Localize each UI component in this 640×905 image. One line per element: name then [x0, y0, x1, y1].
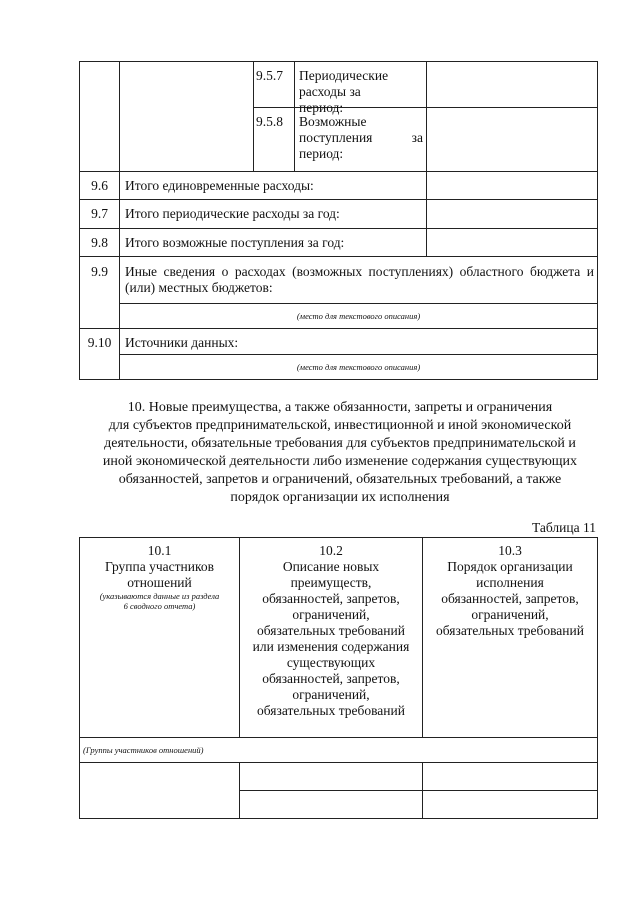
column-title-line: ограничений,	[292, 607, 370, 622]
column-header-10-3	[423, 543, 597, 639]
upper-table-vline	[294, 61, 295, 172]
row-number: 9.8	[91, 235, 108, 250]
heading-line: иной экономической деятельности либо изменение содержания существующих	[102, 454, 578, 469]
column-header-10-2	[240, 543, 422, 719]
column-title-line: Группа участников	[105, 559, 214, 574]
column-number: 10.1	[147, 543, 172, 558]
column-title-line: существующих	[286, 655, 376, 670]
upper-table-hline	[119, 354, 598, 355]
row-label-line: Возможные	[299, 114, 367, 129]
table11-hline	[239, 790, 598, 791]
column-title-line: обязанностей, запретов,	[441, 591, 579, 606]
row-label-line: поступления за	[299, 130, 423, 145]
column-number: 10.3	[498, 543, 522, 558]
upper-table-top-border	[79, 61, 598, 62]
heading-line: обязанностей, запретов и ограничений, обязательных требований, а также	[118, 472, 562, 487]
column-title-line: преимуществ,	[290, 575, 372, 590]
upper-table-bottom-border	[79, 379, 598, 380]
row-number: 9.7	[91, 206, 108, 221]
column-title-line: обязательных требований	[257, 703, 405, 718]
column-number: 10.2	[319, 543, 343, 558]
upper-table-right-border	[597, 61, 598, 380]
column-title-line: обязательных требований	[257, 623, 405, 638]
table11-hline	[79, 762, 598, 763]
column-title-line: или изменения содержания	[252, 639, 410, 654]
table11-top-border	[79, 537, 598, 538]
upper-table-hline	[79, 228, 598, 229]
heading-line: 10. Новые преимущества, а также обязанности, запреты и ограничения	[127, 400, 553, 415]
column-title-line: исполнения	[476, 575, 544, 590]
column-title-line: обязанностей, запретов,	[262, 671, 400, 686]
heading-line: для субъектов предпринимательской, инвестиционной и иной экономической	[108, 418, 572, 433]
group-row-note: (Группы участников отношений)	[83, 745, 204, 755]
row-label: Иные сведения о расходах (возможных поступлениях) областного бюджета и (или) местных бюджетов:	[125, 264, 594, 295]
row-number: 9.5.7	[256, 68, 283, 83]
column-note-line: (указываются данные из раздела	[99, 591, 220, 601]
upper-table-hline	[119, 303, 598, 304]
row-label	[299, 114, 423, 162]
table11-right-border	[597, 537, 598, 819]
column-note-line: 6 сводного отчета)	[123, 601, 196, 611]
column-title-line: Описание новых	[282, 559, 380, 574]
table-caption: Таблица 11	[532, 520, 596, 535]
row-label: Периодические расходы за период:	[299, 68, 389, 115]
upper-table-hline	[79, 256, 598, 257]
upper-table-hline	[79, 328, 598, 329]
upper-table-hline	[79, 171, 598, 172]
row-label: Итого возможные поступления за год:	[125, 235, 345, 250]
row-number: 9.5.8	[256, 114, 283, 129]
row-number: 9.6	[91, 178, 108, 193]
row-label: Источники данных:	[125, 335, 239, 350]
row-number: 9.10	[87, 335, 112, 350]
upper-table-vline	[253, 61, 254, 172]
row-label-line: период:	[299, 146, 344, 161]
row-label: Итого единовременные расходы:	[125, 178, 314, 193]
table11-hline	[79, 737, 598, 738]
heading-line: порядок организации их исполнения	[230, 490, 450, 505]
text-placeholder-note: (место для текстового описания)	[296, 311, 421, 321]
column-title-line: Порядок организации	[447, 559, 573, 574]
section-10-heading	[60, 399, 620, 507]
heading-line: деятельности, обязательные требования для субъектов предпринимательской и	[104, 436, 576, 451]
column-title-line: обязанностей, запретов,	[262, 591, 400, 606]
upper-table-hline	[79, 199, 598, 200]
text-placeholder-note: (место для текстового описания)	[296, 362, 421, 372]
column-title-line: ограничений,	[292, 687, 370, 702]
table11-bottom-border	[79, 818, 598, 819]
upper-table-vline	[426, 61, 427, 256]
row-label: Итого периодические расходы за год:	[125, 206, 340, 221]
column-header-10-1	[80, 543, 239, 611]
column-title-line: обязательных требований	[436, 623, 584, 638]
upper-table-vline	[119, 61, 120, 380]
column-title-line: ограничений,	[471, 607, 549, 622]
column-title-line: отношений	[127, 575, 192, 590]
row-number: 9.9	[91, 264, 108, 279]
